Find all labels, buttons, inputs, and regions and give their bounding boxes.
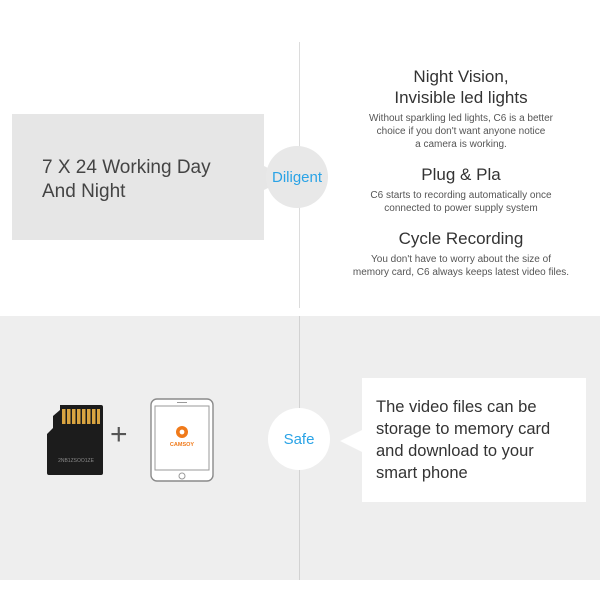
feature-title <box>330 66 592 108</box>
working-day-line-1: 7 X 24 Working Day <box>42 157 211 178</box>
feature-title-line: Invisible led lights <box>394 88 528 107</box>
working-day-text <box>42 156 262 204</box>
safe-label: Safe <box>283 430 315 448</box>
storage-callout <box>362 378 586 502</box>
feature-desc-line: connected to power supply system <box>384 203 538 214</box>
storage-text-line: and download to your <box>376 442 534 460</box>
diligent-label: Diligent <box>271 168 323 186</box>
feature-desc-line: a camera is working. <box>415 139 507 150</box>
storage-text <box>376 396 581 484</box>
storage-text-line: smart phone <box>376 464 468 482</box>
feature-desc-line: Without sparkling led lights, C6 is a better <box>369 113 553 124</box>
feature-title <box>330 164 592 185</box>
feature-desc-line: choice if you don't want anyone notice <box>376 126 546 137</box>
feature-plug-and-play <box>330 164 592 215</box>
feature-list <box>330 66 592 279</box>
feature-title-line: Night Vision, <box>413 67 509 86</box>
working-day-line-2: And Night <box>42 181 126 202</box>
camsoy-logo-icon <box>176 426 188 438</box>
microsd-card-label: 2NB1ZSOO1ZE <box>58 458 94 464</box>
feature-title <box>330 228 592 249</box>
safe-badge <box>268 408 330 470</box>
feature-cycle-recording <box>330 228 592 279</box>
camsoy-brand-label: CAMSOY <box>169 442 195 448</box>
plus-icon: + <box>110 418 128 451</box>
feature-night-vision <box>330 66 592 151</box>
smartphone-icon <box>150 398 214 482</box>
feature-description <box>330 253 592 279</box>
working-day-callout <box>12 114 264 240</box>
microsd-card-icon <box>46 404 104 476</box>
feature-description <box>330 189 592 215</box>
feature-description <box>330 112 592 151</box>
feature-desc-line: You don't have to worry about the size of <box>371 254 551 265</box>
feature-title-line: Plug & Pla <box>421 165 501 184</box>
storage-text-line: The video files can be <box>376 398 537 416</box>
feature-desc-line: C6 starts to recording automatically once <box>370 190 552 201</box>
storage-text-line: storage to memory card <box>376 420 551 438</box>
diligent-badge <box>266 146 328 208</box>
feature-title-line: Cycle Recording <box>398 229 524 248</box>
feature-desc-line: memory card, C6 always keeps latest video files. <box>352 267 570 278</box>
